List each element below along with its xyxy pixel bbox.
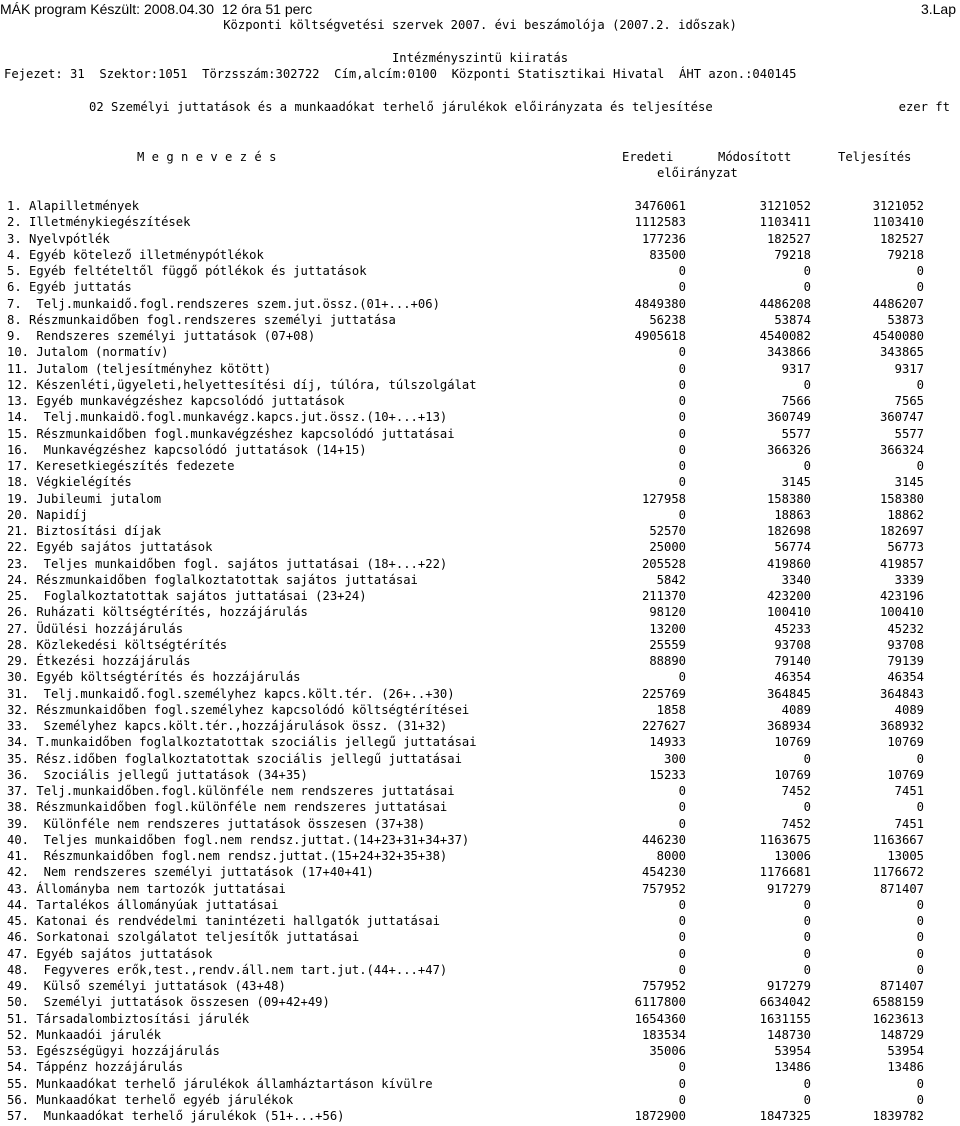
row-label: 44. Tartalékos állományúak juttatásai xyxy=(7,897,279,912)
table-row xyxy=(0,767,960,783)
table-row xyxy=(0,231,960,247)
row-label: 54. Táppénz hozzájárulás xyxy=(7,1060,184,1075)
original-value: 0 xyxy=(678,345,686,360)
original-value: 300 xyxy=(663,751,686,766)
report-identifiers: Fejezet: 31 Szektor:1051 Törzsszám:302722 Cím,alcím:0100 Központi Statisztikai Hivatal ÁHT azon.:040145 xyxy=(4,67,797,81)
row-label: 53. Egészségügyi hozzájárulás xyxy=(7,1044,220,1058)
table-row xyxy=(0,198,960,214)
table-row xyxy=(0,279,960,295)
row-label: 11. Jutalom (teljesítményhez kötött) xyxy=(7,361,272,376)
actual-value: 0 xyxy=(916,930,924,945)
actual-value: 0 xyxy=(916,946,924,961)
table-row xyxy=(0,1076,960,1092)
actual-value: 0 xyxy=(916,1076,924,1091)
row-label: 28. Közlekedési költségtérítés xyxy=(7,637,228,652)
table-row xyxy=(0,507,960,523)
modified-value: 53954 xyxy=(774,1044,811,1058)
table-row xyxy=(0,474,960,490)
modified-value: 79140 xyxy=(774,654,811,668)
actual-value: 1176672 xyxy=(872,865,924,880)
modified-value: 1176681 xyxy=(759,865,811,880)
row-label: 46. Sorkatonai szolgálatot teljesítők juttatásai xyxy=(7,930,360,945)
original-value: 0 xyxy=(678,962,686,977)
modified-value: 917279 xyxy=(766,881,811,896)
actual-value: 7451 xyxy=(894,784,924,798)
actual-value: 0 xyxy=(916,377,924,392)
actual-value: 13486 xyxy=(887,1060,924,1075)
modified-value: 0 xyxy=(803,897,811,912)
table-row xyxy=(0,393,960,409)
table-row xyxy=(0,718,960,734)
actual-value: 56773 xyxy=(887,540,924,555)
table-row xyxy=(0,816,960,832)
table-row xyxy=(0,669,960,685)
actual-value: 7451 xyxy=(894,816,924,831)
table-row xyxy=(0,523,960,539)
original-value: 0 xyxy=(678,507,686,522)
row-label: 5. Egyéb feltételtől függő pótlékok és juttatások xyxy=(7,264,367,278)
actual-value: 182527 xyxy=(879,231,924,246)
modified-value: 4089 xyxy=(781,702,811,717)
original-value: 757952 xyxy=(641,881,686,896)
actual-value: 1163667 xyxy=(872,832,924,847)
table-row xyxy=(0,783,960,799)
table-row xyxy=(0,832,960,848)
original-value: 25000 xyxy=(649,540,686,555)
table-row xyxy=(0,328,960,344)
row-label: 3. Nyelvpótlék xyxy=(7,231,110,246)
row-label: 34. T.munkaidőben foglalkoztatottak szociális jellegű juttatásai xyxy=(7,735,477,750)
row-label: 49. Külső személyi juttatások (43+48) xyxy=(7,979,286,993)
actual-value: 5577 xyxy=(894,426,924,441)
modified-value: 10769 xyxy=(774,767,811,782)
modified-value: 3340 xyxy=(781,572,811,587)
row-label: 24. Részmunkaidőben foglalkoztatottak sajátos juttatásai xyxy=(7,572,418,587)
column-name-header: M e g n e v e z é s xyxy=(137,150,277,164)
original-value: 4905618 xyxy=(634,329,686,343)
actual-value: 419857 xyxy=(879,556,924,571)
table-row xyxy=(0,751,960,767)
actual-value: 45232 xyxy=(887,621,924,636)
modified-value: 1631155 xyxy=(759,1011,811,1026)
table-row xyxy=(0,604,960,620)
table-row xyxy=(0,653,960,669)
table-row xyxy=(0,572,960,588)
row-label: 14. Telj.munkaidö.fogl.munkavégz.kapcs.jut.össz.(10+...+13) xyxy=(7,410,448,425)
modified-value: 0 xyxy=(803,751,811,766)
original-value: 1112583 xyxy=(634,215,686,230)
section-title: 02 Személyi juttatások és a munkaadókat terhelő járulékok előirányzata és teljesítése xyxy=(89,100,713,114)
original-value: 0 xyxy=(678,361,686,376)
original-value: 0 xyxy=(678,914,686,928)
original-value: 0 xyxy=(678,946,686,961)
modified-value: 56774 xyxy=(774,540,811,555)
modified-value: 1103411 xyxy=(759,215,811,230)
row-label: 12. Készenléti,ügyeleti,helyettesítési díj, túlóra, túlszolgálat xyxy=(7,377,477,392)
original-value: 56238 xyxy=(649,312,686,327)
modified-value: 158380 xyxy=(766,491,811,506)
actual-value: 79139 xyxy=(887,654,924,668)
row-label: 20. Napidíj xyxy=(7,507,88,522)
actual-value: 871407 xyxy=(879,881,924,896)
actual-value: 364843 xyxy=(879,686,924,701)
actual-value: 0 xyxy=(916,459,924,473)
actual-value: 368932 xyxy=(879,719,924,733)
row-label: 47. Egyéb sajátos juttatások xyxy=(7,946,213,961)
report-subtitle: Központi költségvetési szervek 2007. évi beszámolója (2007.2. időszak) xyxy=(223,18,737,32)
row-label: 30. Egyéb költségtérítés és hozzájárulás xyxy=(7,670,301,685)
row-label: 52. Munkaadói járulék xyxy=(7,1027,162,1042)
row-label: 57. Munkaadókat terhelő járulékok (51+...+56) xyxy=(7,1109,345,1123)
modified-value: 0 xyxy=(803,377,811,392)
column-modified-header: Módosított xyxy=(718,150,792,164)
original-value: 0 xyxy=(678,426,686,441)
modified-value: 0 xyxy=(803,1092,811,1107)
row-label: 22. Egyéb sajátos juttatások xyxy=(7,540,213,555)
table-row xyxy=(0,247,960,263)
row-label: 10. Jutalom (normatív) xyxy=(7,345,169,360)
table-row xyxy=(0,377,960,393)
modified-value: 7566 xyxy=(781,394,811,408)
row-label: 21. Biztosítási díjak xyxy=(7,524,162,538)
modified-value: 182527 xyxy=(766,231,811,246)
original-value: 757952 xyxy=(641,979,686,993)
table-row xyxy=(0,637,960,653)
modified-value: 917279 xyxy=(766,979,811,993)
original-value: 0 xyxy=(678,1092,686,1107)
row-label: 39. Különféle nem rendszeres juttatások összesen (37+38) xyxy=(7,816,426,831)
table-row xyxy=(0,214,960,230)
modified-value: 0 xyxy=(803,1076,811,1091)
row-label: 25. Foglalkoztatottak sajátos juttatásai (23+24) xyxy=(7,589,367,603)
original-value: 0 xyxy=(678,459,686,473)
original-value: 446230 xyxy=(641,832,686,847)
actual-value: 0 xyxy=(916,914,924,928)
actual-value: 53954 xyxy=(887,1044,924,1058)
row-label: 36. Szociális jellegű juttatások (34+35) xyxy=(7,767,308,782)
modified-value: 0 xyxy=(803,459,811,473)
modified-value: 1163675 xyxy=(759,832,811,847)
modified-value: 0 xyxy=(803,800,811,815)
actual-value: 10769 xyxy=(887,767,924,782)
row-label: 41. Részmunkaidőben fogl.nem rendsz.juttat.(15+24+32+35+38) xyxy=(7,849,448,863)
original-value: 0 xyxy=(678,442,686,457)
actual-value: 366324 xyxy=(879,442,924,457)
original-value: 0 xyxy=(678,410,686,425)
actual-value: 871407 xyxy=(879,979,924,993)
actual-value: 0 xyxy=(916,1092,924,1107)
table-row xyxy=(0,702,960,718)
actual-value: 158380 xyxy=(879,491,924,506)
original-value: 0 xyxy=(678,280,686,295)
table-row xyxy=(0,426,960,442)
column-actual-header: Teljesítés xyxy=(838,150,912,164)
actual-value: 360747 xyxy=(879,410,924,425)
modified-value: 13006 xyxy=(774,849,811,863)
table-row xyxy=(0,946,960,962)
modified-value: 93708 xyxy=(774,637,811,652)
original-value: 0 xyxy=(678,475,686,490)
actual-value: 0 xyxy=(916,962,924,977)
table-row xyxy=(0,621,960,637)
modified-value: 423200 xyxy=(766,589,811,603)
actual-value: 4486207 xyxy=(872,296,924,311)
original-value: 0 xyxy=(678,800,686,815)
actual-value: 0 xyxy=(916,800,924,815)
page-number: 3.Lap xyxy=(920,1,956,17)
row-label: 1. Alapilletmények xyxy=(7,199,140,213)
actual-value: 3121052 xyxy=(872,199,924,213)
actual-value: 0 xyxy=(916,264,924,278)
original-value: 0 xyxy=(678,1076,686,1091)
original-value: 52570 xyxy=(649,524,686,538)
original-value: 227627 xyxy=(641,719,686,733)
original-value: 0 xyxy=(678,930,686,945)
modified-value: 53874 xyxy=(774,312,811,327)
row-label: 33. Személyhez kapcs.költ.tér.,hozzájárulások össz. (31+32) xyxy=(7,719,448,733)
original-value: 98120 xyxy=(649,605,686,620)
modified-value: 343866 xyxy=(766,345,811,360)
table-row xyxy=(0,994,960,1010)
original-value: 177236 xyxy=(641,231,686,246)
modified-value: 360749 xyxy=(766,410,811,425)
row-label: 55. Munkaadókat terhelő járulékok államháztartáson kívülre xyxy=(7,1076,433,1091)
actual-value: 1623613 xyxy=(872,1011,924,1026)
row-label: 31. Telj.munkaidő.fogl.személyhez kapcs.költ.tér. (26+..+30) xyxy=(7,686,455,701)
table-row xyxy=(0,556,960,572)
table-row xyxy=(0,539,960,555)
actual-value: 10769 xyxy=(887,735,924,750)
table-row xyxy=(0,929,960,945)
original-value: 205528 xyxy=(641,556,686,571)
table-row xyxy=(0,442,960,458)
table-row xyxy=(0,296,960,312)
table-row xyxy=(0,1092,960,1108)
table-row xyxy=(0,734,960,750)
actual-value: 343865 xyxy=(879,345,924,360)
actual-value: 7565 xyxy=(894,394,924,408)
original-value: 88890 xyxy=(649,654,686,668)
row-label: 8. Részmunkaidőben fogl.rendszeres személyi juttatása xyxy=(7,312,396,327)
original-value: 6117800 xyxy=(634,995,686,1010)
table-row xyxy=(0,962,960,978)
row-label: 29. Étkezési hozzájárulás xyxy=(7,654,191,668)
row-label: 26. Ruházati költségtérítés, hozzájárulás xyxy=(7,605,308,620)
original-value: 1858 xyxy=(656,702,686,717)
original-value: 4849380 xyxy=(634,296,686,311)
row-label: 6. Egyéb juttatás xyxy=(7,280,132,295)
actual-value: 9317 xyxy=(894,361,924,376)
row-label: 9. Rendszeres személyi juttatások (07+08) xyxy=(7,329,316,343)
actual-value: 79218 xyxy=(887,247,924,262)
original-value: 35006 xyxy=(649,1044,686,1058)
table-row xyxy=(0,686,960,702)
modified-value: 0 xyxy=(803,930,811,945)
original-value: 1654360 xyxy=(634,1011,686,1026)
modified-value: 18863 xyxy=(774,507,811,522)
table-row xyxy=(0,881,960,897)
modified-value: 0 xyxy=(803,946,811,961)
table-row xyxy=(0,344,960,360)
original-value: 8000 xyxy=(656,849,686,863)
row-label: 27. Üdülési hozzájárulás xyxy=(7,621,184,636)
original-value: 0 xyxy=(678,394,686,408)
row-label: 19. Jubileumi jutalom xyxy=(7,491,162,506)
table-row xyxy=(0,799,960,815)
modified-value: 368934 xyxy=(766,719,811,733)
original-value: 225769 xyxy=(641,686,686,701)
data-table xyxy=(0,198,960,1124)
modified-value: 419860 xyxy=(766,556,811,571)
modified-value: 7452 xyxy=(781,816,811,831)
original-value: 211370 xyxy=(641,589,686,603)
row-label: 42. Nem rendszeres személyi juttatások (17+40+41) xyxy=(7,865,374,880)
table-row xyxy=(0,897,960,913)
report-level: Intézményszintü kiiratás xyxy=(391,51,569,65)
modified-value: 10769 xyxy=(774,735,811,750)
original-value: 0 xyxy=(678,264,686,278)
original-value: 454230 xyxy=(641,865,686,880)
original-value: 0 xyxy=(678,1060,686,1075)
modified-value: 100410 xyxy=(766,605,811,620)
original-value: 0 xyxy=(678,377,686,392)
modified-value: 366326 xyxy=(766,442,811,457)
actual-value: 6588159 xyxy=(872,995,924,1010)
row-label: 45. Katonai és rendvédelmi tanintézeti hallgatók juttatásai xyxy=(7,914,440,928)
modified-value: 45233 xyxy=(774,621,811,636)
table-row xyxy=(0,312,960,328)
row-label: 37. Telj.munkaidőben.fogl.különféle nem rendszeres juttatásai xyxy=(7,784,455,798)
original-value: 14933 xyxy=(649,735,686,750)
row-label: 32. Részmunkaidőben fogl.személyhez kapcsolódó költségtérítései xyxy=(7,702,470,717)
modified-value: 46354 xyxy=(774,670,811,685)
row-label: 43. Állományba nem tartozók juttatásai xyxy=(7,881,286,896)
table-row xyxy=(0,409,960,425)
table-header xyxy=(0,150,960,184)
modified-value: 9317 xyxy=(781,361,811,376)
column-original-header: Eredeti xyxy=(622,150,674,164)
original-value: 5842 xyxy=(656,572,686,587)
table-row xyxy=(0,361,960,377)
original-value: 13200 xyxy=(649,621,686,636)
actual-value: 3339 xyxy=(894,572,924,587)
modified-value: 5577 xyxy=(781,426,811,441)
row-label: 7. Telj.munkaidő.fogl.rendszeres szem.jut.össz.(01+...+06) xyxy=(7,296,440,311)
original-value: 3476061 xyxy=(634,199,686,213)
actual-value: 13005 xyxy=(887,849,924,863)
actual-value: 1839782 xyxy=(872,1109,924,1123)
modified-value: 0 xyxy=(803,264,811,278)
modified-value: 3145 xyxy=(781,475,811,490)
row-label: 48. Fegyveres erők,test.,rendv.áll.nem tart.jut.(44+...+47) xyxy=(7,962,448,977)
row-label: 56. Munkaadókat terhelő egyéb járulékok xyxy=(7,1092,294,1107)
original-value: 0 xyxy=(678,897,686,912)
original-value: 0 xyxy=(678,816,686,831)
actual-value: 18862 xyxy=(887,507,924,522)
table-row xyxy=(0,978,960,994)
row-label: 13. Egyéb munkavégzéshez kapcsolódó juttatások xyxy=(7,394,345,408)
table-row xyxy=(0,1027,960,1043)
row-label: 4. Egyéb kötelező illetménypótlékok xyxy=(7,247,264,262)
table-row xyxy=(0,1059,960,1075)
row-label: 2. Illetménykiegészítések xyxy=(7,215,191,230)
row-label: 38. Részmunkaidőben fogl.különféle nem rendszeres juttatásai xyxy=(7,800,448,815)
table-row xyxy=(0,1043,960,1059)
actual-value: 93708 xyxy=(887,637,924,652)
actual-value: 3145 xyxy=(894,475,924,490)
table-row xyxy=(0,458,960,474)
table-row xyxy=(0,1011,960,1027)
row-label: 51. Társadalombiztosítási járulék xyxy=(7,1011,250,1026)
column-original-subheader: előirányzat xyxy=(657,166,738,180)
actual-value: 0 xyxy=(916,751,924,766)
modified-value: 148730 xyxy=(766,1027,811,1042)
actual-value: 182697 xyxy=(879,524,924,538)
table-row xyxy=(0,588,960,604)
modified-value: 1847325 xyxy=(759,1109,811,1123)
original-value: 127958 xyxy=(641,491,686,506)
modified-value: 6634042 xyxy=(759,995,811,1010)
original-value: 1872900 xyxy=(634,1109,686,1123)
row-label: 17. Keresetkiegészítés fedezete xyxy=(7,459,235,473)
original-value: 0 xyxy=(678,670,686,685)
row-label: 50. Személyi juttatások összesen (09+42+49) xyxy=(7,995,330,1010)
row-label: 35. Rész.időben foglalkoztatottak szociális jellegű juttatásai xyxy=(7,751,462,766)
table-row xyxy=(0,913,960,929)
actual-value: 53873 xyxy=(887,312,924,327)
actual-value: 0 xyxy=(916,897,924,912)
actual-value: 423196 xyxy=(879,589,924,603)
actual-value: 148729 xyxy=(879,1027,924,1042)
actual-value: 100410 xyxy=(879,605,924,620)
original-value: 15233 xyxy=(649,767,686,782)
actual-value: 4089 xyxy=(894,702,924,717)
table-row xyxy=(0,848,960,864)
unit-label: ezer ft xyxy=(898,100,950,114)
modified-value: 4540082 xyxy=(759,329,811,343)
modified-value: 7452 xyxy=(781,784,811,798)
original-value: 25559 xyxy=(649,637,686,652)
original-value: 83500 xyxy=(649,247,686,262)
row-label: 23. Teljes munkaidőben fogl. sajátos juttatásai (18+...+22) xyxy=(7,556,448,571)
table-row xyxy=(0,864,960,880)
modified-value: 0 xyxy=(803,280,811,295)
modified-value: 3121052 xyxy=(759,199,811,213)
actual-value: 1103410 xyxy=(872,215,924,230)
modified-value: 4486208 xyxy=(759,296,811,311)
original-value: 0 xyxy=(678,784,686,798)
modified-value: 79218 xyxy=(774,247,811,262)
modified-value: 364845 xyxy=(766,686,811,701)
row-label: 16. Munkavégzéshez kapcsolódó juttatások (14+15) xyxy=(7,442,367,457)
row-label: 18. Végkielégítés xyxy=(7,475,132,490)
actual-value: 4540080 xyxy=(872,329,924,343)
row-label: 15. Részmunkaidőben fogl.munkavégzéshez kapcsolódó juttatásai xyxy=(7,426,455,441)
row-label: 40. Teljes munkaidőben fogl.nem rendsz.juttat.(14+23+31+34+37) xyxy=(7,832,470,847)
actual-value: 46354 xyxy=(887,670,924,685)
modified-value: 0 xyxy=(803,962,811,977)
table-row xyxy=(0,491,960,507)
modified-value: 0 xyxy=(803,914,811,928)
table-row xyxy=(0,1108,960,1124)
report-program-line: MÁK program Készült: 2008.04.30 12 óra 51 perc xyxy=(0,1,313,17)
table-row xyxy=(0,263,960,279)
modified-value: 182698 xyxy=(766,524,811,538)
modified-value: 13486 xyxy=(774,1060,811,1075)
original-value: 183534 xyxy=(641,1027,686,1042)
actual-value: 0 xyxy=(916,280,924,295)
